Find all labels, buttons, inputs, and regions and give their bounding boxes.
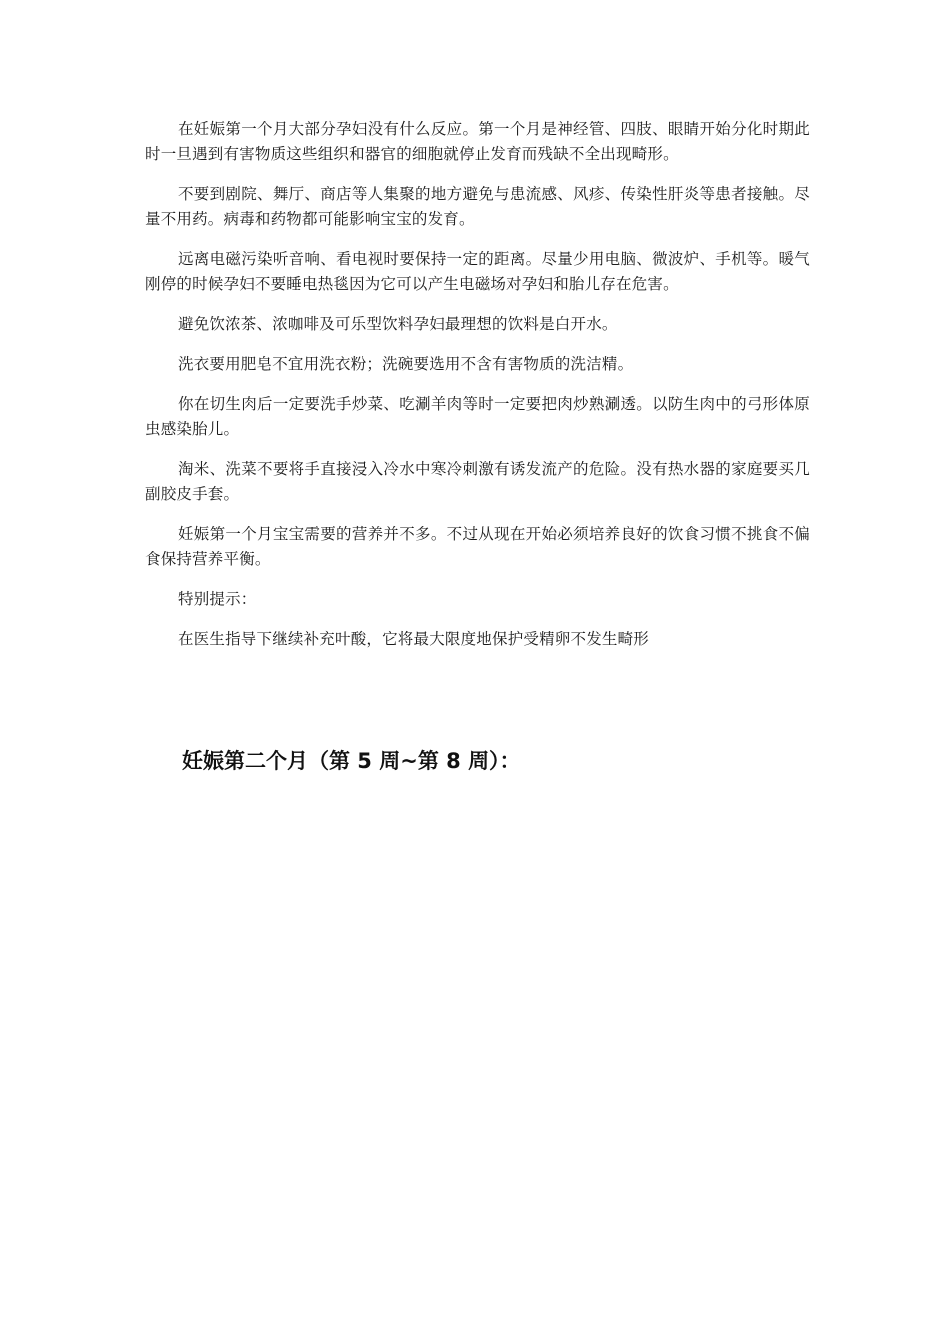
paragraph-special-tip-label: 特别提示： <box>178 590 257 608</box>
paragraph-avoid-crowds: 不要到剧院、舞厅、商店等人集聚的地方避免与患流感、风疹、传染性肝炎等患者接触。尽量不用药。病毒和药物都可能影响宝宝的发育。 <box>145 185 810 228</box>
paragraph-nutrition: 妊娠第一个月宝宝需要的营养并不多。不过从现在开始必须培养良好的饮食习惯不挑食不偏食保持营养平衡。 <box>145 525 810 568</box>
paragraph-laundry: 洗衣要用肥皂不宜用洗衣粉；洗碗要选用不含有害物质的洗洁精。 <box>178 355 634 373</box>
paragraph-drinks: 避免饮浓茶、浓咖啡及可乐型饮料孕妇最理想的饮料是白开水。 <box>178 315 618 333</box>
paragraph-first-month-overview: 在妊娠第一个月大部分孕妇没有什么反应。第一个月是神经管、四肢、眼睛开始分化时期此时一旦遇到有害物质这些组织和器官的细胞就停止发育而残缺不全出现畸形。 <box>145 120 810 163</box>
section-heading-second-month: 妊娠第二个月（第 5 周~第 8 周）： <box>182 749 521 773</box>
paragraph-folic-acid: 在医生指导下继续补充叶酸，它将最大限度地保护受精卵不发生畸形 <box>178 630 650 648</box>
paragraph-raw-meat: 你在切生肉后一定要洗手炒菜、吃涮羊肉等时一定要把肉炒熟涮透。以防生肉中的弓形体原虫感染胎儿。 <box>145 395 810 438</box>
paragraph-cold-water: 淘米、洗菜不要将手直接浸入冷水中寒冷刺激有诱发流产的危险。没有热水器的家庭要买几副胶皮手套。 <box>145 460 810 503</box>
document-body <box>145 117 810 667</box>
paragraph-electromagnetic: 远离电磁污染听音响、看电视时要保持一定的距离。尽量少用电脑、微波炉、手机等。暖气刚停的时候孕妇不要睡电热毯因为它可以产生电磁场对孕妇和胎儿存在危害。 <box>145 250 810 293</box>
